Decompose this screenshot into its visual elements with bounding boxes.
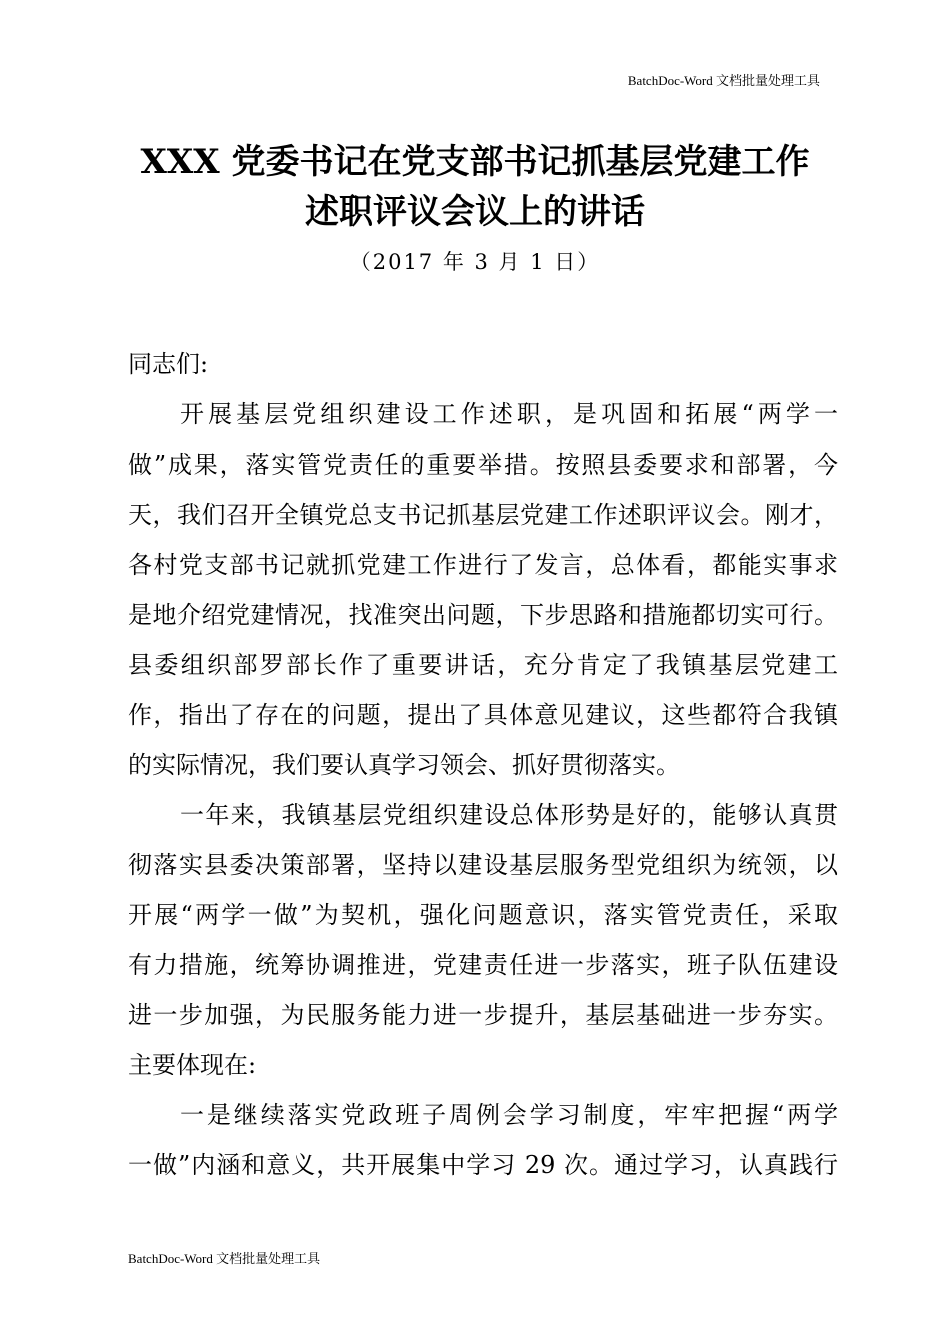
body-line: 开展“两学一做”为契机，强化问题意识，落实管党责任，采取 [128, 901, 838, 929]
body-line: 主要体现在: [128, 1051, 257, 1079]
body-line: 的实际情况，我们要认真学习领会、抓好贯彻落实。 [128, 751, 680, 779]
body-line: 彻落实县委决策部署，坚持以建设基层服务型党组织为统领，以 [128, 851, 838, 879]
body-line: 是地介绍党建情况，找准突出问题，下步思路和措施都切实可行。 [128, 601, 838, 629]
body-line: 天，我们召开全镇党总支书记抓基层党建工作述职评议会。刚才， [128, 501, 838, 529]
body-line: 进一步加强，为民服务能力进一步提升，基层基础进一步夯实。 [128, 1001, 838, 1029]
greeting: 同志们: [128, 350, 209, 378]
document-title-line-1: XXX 党委书记在党支部书记抓基层党建工作 [140, 142, 810, 182]
body-line: 一做”内涵和意义，共开展集中学习 29 次。通过学习，认真践行 [128, 1151, 838, 1179]
body-line: 各村党支部书记就抓党建工作进行了发言，总体看，都能实事求 [128, 551, 838, 579]
body-line: 有力措施，统筹协调推进，党建责任进一步落实，班子队伍建设 [128, 951, 838, 979]
body-line: 一年来，我镇基层党组织建设总体形势是好的，能够认真贯 [180, 801, 838, 829]
page-header: BatchDoc-Word 文档批量处理工具 [627, 73, 820, 88]
body-line: 做”成果，落实管党责任的重要举措。按照县委要求和部署，今 [128, 451, 838, 479]
speech-date: （2017 年 3 月 1 日） [349, 250, 601, 274]
body-line: 县委组织部罗部长作了重要讲话，充分肯定了我镇基层党建工 [128, 651, 838, 679]
body-line: 一是继续落实党政班子周例会学习制度，牢牢把握“两学 [180, 1101, 838, 1129]
body-line: 开展基层党组织建设工作述职，是巩固和拓展“两学一 [180, 400, 838, 428]
body-line: 作，指出了存在的问题，提出了具体意见建议，这些都符合我镇 [128, 701, 838, 729]
document-title-line-2: 述职评议会议上的讲话 [305, 192, 645, 232]
page-footer: BatchDoc-Word 文档批量处理工具 [128, 1251, 321, 1266]
